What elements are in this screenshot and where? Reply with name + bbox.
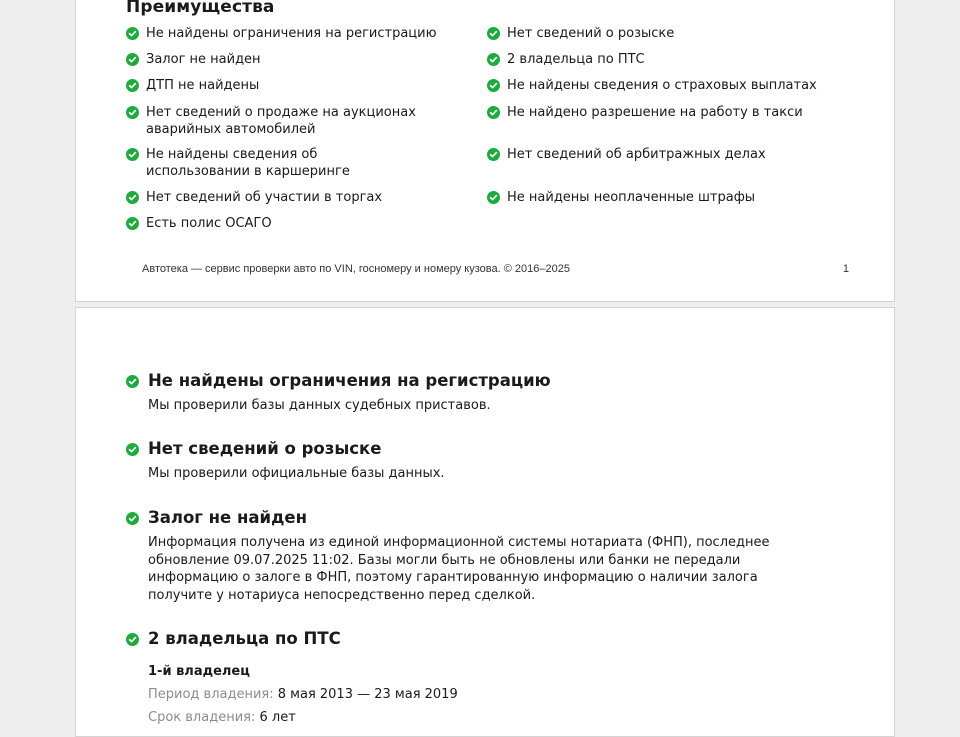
check-circle-icon <box>487 27 500 40</box>
advantage-item <box>487 146 827 189</box>
section-body: Информация получена из единой информационной системы нотариата (ФНП), последнее обновление 09.07.2025 11:02. Базы могли быть не обновлены или банки не передали информацию о залоге в ФНП, поэтому гарантированную информацию о наличии залога получите у нотариуса непосредственно перед сделкой. <box>148 535 770 603</box>
report-page-2 <box>75 307 895 737</box>
advantage-label: Залог не найден <box>146 52 261 67</box>
section-title <box>126 439 826 459</box>
advantage-label: Нет сведений о розыске <box>507 26 675 41</box>
check-circle-icon <box>126 217 139 230</box>
check-circle-icon <box>126 148 139 161</box>
section-title-text: 2 владельца по ПТС <box>148 629 341 648</box>
advantage-label: Нет сведений о продаже на аукционах аварийных автомобилей <box>146 105 416 137</box>
section-title <box>126 629 826 649</box>
section-title-text: Не найдены ограничения на регистрацию <box>148 371 551 390</box>
advantage-label: 2 владельца по ПТС <box>507 52 645 67</box>
page-number: 1 <box>842 263 849 275</box>
advantage-item <box>487 77 827 104</box>
advantage-item <box>126 104 476 146</box>
advantage-label: Не найдены сведения о страховых выплатах <box>507 78 817 93</box>
check-circle-icon <box>126 79 139 92</box>
check-circle-icon <box>126 512 139 525</box>
check-circle-icon <box>126 27 139 40</box>
advantage-item <box>126 51 476 77</box>
section-pledge <box>126 508 826 604</box>
check-circle-icon <box>487 106 500 119</box>
section-wanted <box>126 439 826 483</box>
advantages-right-column <box>487 25 827 215</box>
owner-period-row <box>126 687 826 702</box>
advantage-label: Нет сведений об участии в торгах <box>146 190 383 205</box>
advantage-item <box>126 215 476 241</box>
check-circle-icon <box>487 148 500 161</box>
advantage-item <box>126 77 476 104</box>
report-page-1 <box>75 0 895 302</box>
advantages-left-column <box>126 25 476 241</box>
section-owners <box>126 629 826 725</box>
advantage-label: Не найдены сведения об использовании в каршеринге <box>146 147 350 179</box>
advantage-item <box>487 104 827 146</box>
advantage-label: Не найдены неоплаченные штрафы <box>507 190 756 205</box>
advantage-label: Не найдены ограничения на регистрацию <box>146 26 437 41</box>
check-circle-icon <box>126 633 139 646</box>
advantage-label: Не найдено разрешение на работу в такси <box>507 105 803 120</box>
check-circle-icon <box>487 79 500 92</box>
advantage-item <box>126 189 476 215</box>
owner-period-value: 8 мая 2013 — 23 мая 2019 <box>277 687 458 702</box>
check-circle-icon <box>126 443 139 456</box>
check-circle-icon <box>487 191 500 204</box>
check-circle-icon <box>126 375 139 388</box>
section-registration <box>126 371 826 415</box>
advantage-item <box>126 146 421 189</box>
owner-label: 1-й владелец <box>148 664 250 679</box>
advantage-label: Есть полис ОСАГО <box>146 216 272 231</box>
advantage-label: Нет сведений об арбитражных делах <box>507 147 766 162</box>
check-circle-icon <box>126 191 139 204</box>
advantage-item <box>487 51 827 77</box>
section-body: Мы проверили базы данных судебных приставов. <box>148 398 491 413</box>
owner-period-key: Период владения: <box>148 687 274 702</box>
advantage-label: ДТП не найдены <box>146 78 260 93</box>
owner-term-row <box>126 710 826 725</box>
owner-term-key: Срок владения: <box>148 710 256 725</box>
advantage-item <box>487 25 827 51</box>
advantage-item <box>487 189 827 215</box>
check-circle-icon <box>126 106 139 119</box>
check-circle-icon <box>126 53 139 66</box>
section-title <box>126 508 826 528</box>
section-title-text: Нет сведений о розыске <box>148 439 382 458</box>
advantages-heading: Преимущества <box>126 0 275 17</box>
page-footer: Автотека — сервис проверки авто по VIN, госномеру и номеру кузова. © 2016–2025 <box>142 263 570 275</box>
owner-term-value: 6 лет <box>259 710 296 725</box>
section-title-text: Залог не найден <box>148 508 307 527</box>
section-title <box>126 371 826 391</box>
check-circle-icon <box>487 53 500 66</box>
section-body: Мы проверили официальные базы данных. <box>148 466 445 481</box>
advantage-item <box>126 25 476 51</box>
